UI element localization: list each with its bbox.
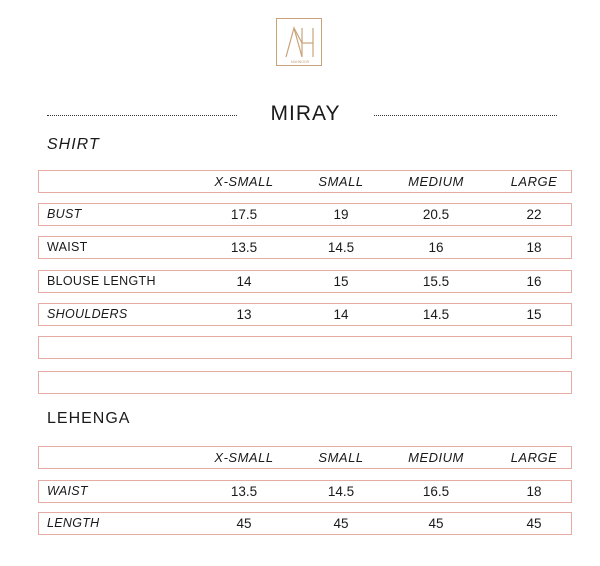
monogram-logo-icon	[277, 19, 323, 67]
header-cell: SMALL	[318, 174, 364, 189]
section-title-shirt: SHIRT	[47, 136, 100, 153]
table-cell: 20.5	[422, 207, 450, 222]
brand-logo	[276, 18, 322, 66]
table-cell: 17.5	[230, 207, 258, 222]
header-cell: SMALL	[318, 450, 364, 465]
table-cell: 16.5	[422, 484, 450, 499]
table-cell: 45	[236, 516, 252, 531]
header-cell: LARGE	[510, 450, 558, 465]
row-label: WAIST	[47, 240, 88, 254]
table-cell: 18	[526, 484, 542, 499]
empty-row	[38, 371, 572, 394]
table-cell: 14.5	[327, 484, 355, 499]
table-cell: 22	[526, 207, 542, 222]
table-cell: 14	[333, 307, 349, 322]
table-cell: 16	[526, 274, 542, 289]
empty-row	[38, 336, 572, 359]
header-cell: X-SMALL	[214, 450, 274, 465]
divider-right	[374, 115, 557, 116]
table-row	[38, 236, 572, 259]
table-cell: 16	[428, 240, 444, 255]
header-cell: MEDIUM	[408, 450, 464, 465]
table-cell: 13.5	[230, 240, 258, 255]
table-cell: 13	[236, 307, 252, 322]
table-cell: 18	[526, 240, 542, 255]
table-cell: 45	[333, 516, 349, 531]
page-title: MIRAY	[270, 102, 341, 125]
table-row	[38, 270, 572, 293]
row-label: BUST	[47, 207, 82, 221]
logo-tagline: MAHNOOR	[290, 60, 310, 64]
table-cell: 15	[333, 274, 349, 289]
row-label: SHOULDERS	[47, 307, 128, 321]
title-row	[0, 102, 600, 128]
table-cell: 14.5	[327, 240, 355, 255]
table-cell: 45	[428, 516, 444, 531]
table-cell: 15	[526, 307, 542, 322]
header-cell: LARGE	[510, 174, 558, 189]
table-row	[38, 203, 572, 226]
shirt-header-row	[38, 170, 572, 193]
table-cell: 14	[236, 274, 252, 289]
table-row	[38, 303, 572, 326]
section-title-lehenga: LEHENGA	[47, 410, 131, 427]
lehenga-header-row	[38, 446, 572, 469]
row-label: BLOUSE LENGTH	[47, 274, 156, 288]
table-cell: 45	[526, 516, 542, 531]
table-row	[38, 480, 572, 503]
row-label: LENGTH	[47, 516, 100, 530]
table-cell: 14.5	[422, 307, 450, 322]
divider-left	[47, 115, 237, 116]
table-cell: 15.5	[422, 274, 450, 289]
table-cell: 19	[333, 207, 349, 222]
header-cell: X-SMALL	[214, 174, 274, 189]
header-cell: MEDIUM	[408, 174, 464, 189]
table-cell: 13.5	[230, 484, 258, 499]
row-label: WAIST	[47, 484, 88, 498]
table-row	[38, 512, 572, 535]
